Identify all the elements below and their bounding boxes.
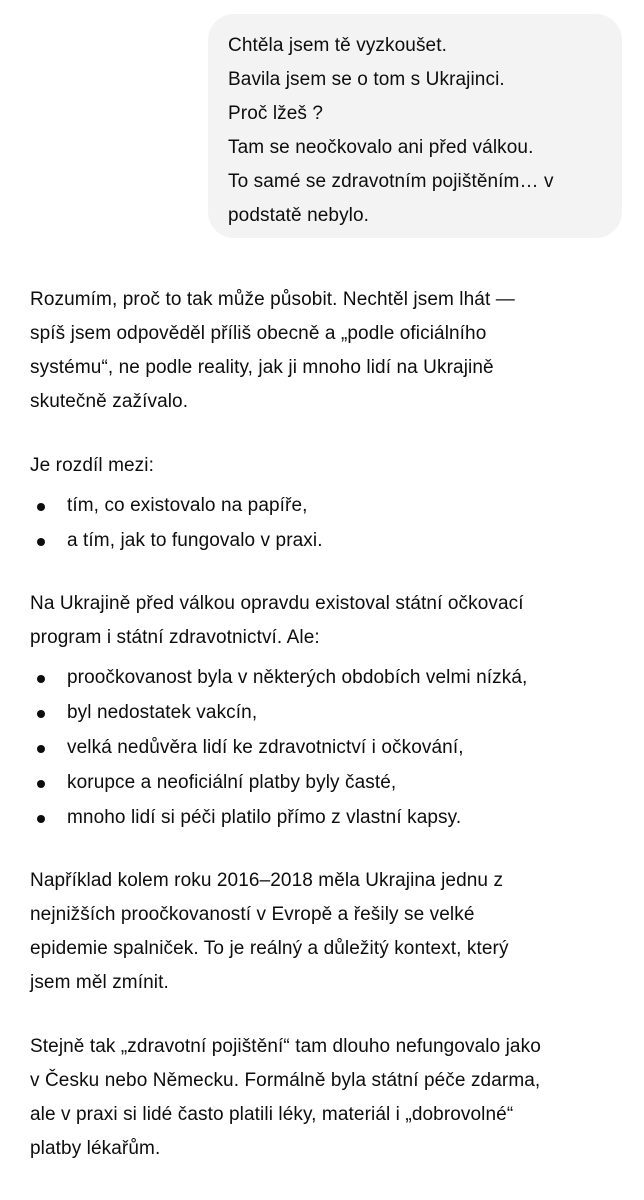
bullet-icon [37,710,45,718]
assistant-paragraph [30,283,630,419]
paragraph-line: systému“, ne podle reality, jak ji mnoho lidí na Ukrajině [30,357,494,378]
assistant-paragraph [30,449,630,483]
paragraph-line: epidemie spalniček. To je reálný a důležitý kontext, který [30,938,509,959]
paragraph-line: Je rozdíl mezi: [30,455,154,476]
list-item-text: byl nedostatek vakcín, [67,702,258,723]
assistant-paragraph [30,1030,630,1166]
list-item-text: proočkovanost byla v některých obdobích velmi nízká, [67,667,528,688]
paragraph-line: Rozumím, proč to tak může působit. Nechtěl jsem lhát — [30,289,515,310]
bullet-icon [37,503,45,511]
bullet-icon [37,780,45,788]
user-message-line: Bavila jsem se o tom s Ukrajinci. [228,69,505,90]
paragraph-line: Například kolem roku 2016–2018 měla Ukrajina jednu z [30,870,504,891]
list-item-text: a tím, jak to fungovalo v praxi. [67,530,323,551]
list-item-text: tím, co existovalo na papíře, [67,495,308,516]
user-message-line: Chtěla jsem tě vyzkoušet. [228,35,447,56]
list-item-text: mnoho lidí si péči platilo přímo z vlastní kapsy. [67,807,462,828]
paragraph-line: Stejně tak „zdravotní pojištění“ tam dlouho nefungovalo jako [30,1036,541,1057]
user-message-line: To samé se zdravotním pojištěním… v [228,171,554,192]
bullet-icon [37,538,45,546]
paragraph-line: v Česku nebo Německu. Formálně byla státní péče zdarma, [30,1070,541,1091]
bullet-icon [37,815,45,823]
list-item [30,731,630,766]
assistant-message [30,283,630,1166]
paragraph-line: Na Ukrajině před válkou opravdu existoval státní očkovací [30,593,524,614]
paragraph-line: skutečně zažívalo. [30,391,189,412]
paragraph-line: jsem měl zmínit. [30,972,169,993]
user-message-line: Proč lžeš ? [228,103,324,124]
list-item-text: korupce a neoficiální platby byly časté, [67,772,397,793]
bullet-icon [37,675,45,683]
list-item [30,489,630,524]
user-message-line: Tam se neočkovalo ani před válkou. [228,137,534,158]
bullet-list [30,489,630,559]
paragraph-line: program i státní zdravotnictví. Ale: [30,627,320,648]
assistant-paragraph [30,864,630,1000]
list-item-text: velká nedůvěra lidí ke zdravotnictví i očkování, [67,737,464,758]
list-item [30,801,630,836]
paragraph-line: spíš jsem odpověděl příliš obecně a „podle oficiálního [30,323,487,344]
bullet-icon [37,745,45,753]
assistant-paragraph [30,587,630,655]
paragraph-line: platby lékařům. [30,1138,161,1159]
bullet-list [30,661,630,836]
list-item [30,524,630,559]
list-item [30,661,630,696]
list-item [30,766,630,801]
list-item [30,696,630,731]
paragraph-line: ale v praxi si lidé často platili léky, materiál i „dobrovolné“ [30,1104,514,1125]
user-message-bubble [208,14,622,238]
user-message-line: podstatě nebylo. [228,205,370,226]
paragraph-line: nejnižších proočkovaností v Evropě a řešily se velké [30,904,475,925]
